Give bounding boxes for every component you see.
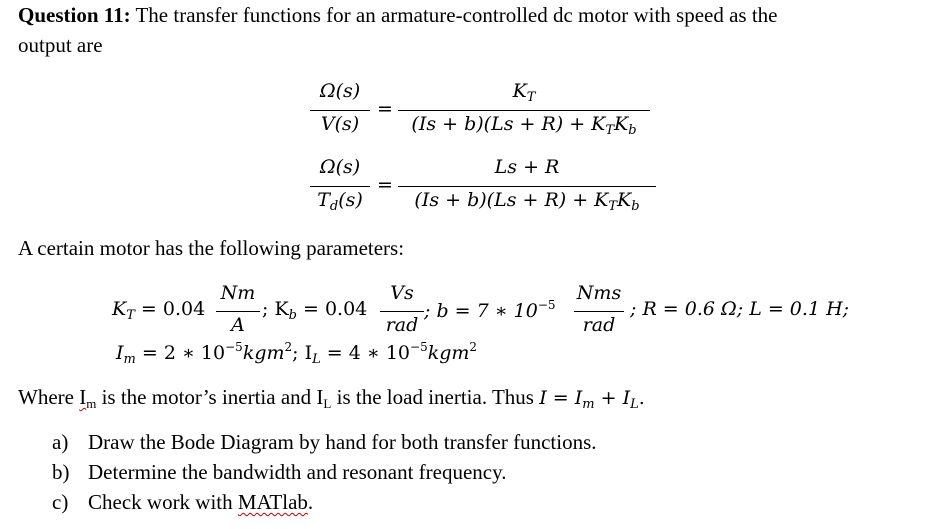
task-a-marker: a) — [52, 430, 69, 454]
params-intro: A certain motor has the following parameters: — [18, 236, 405, 260]
task-c — [52, 490, 313, 515]
eq2-rhs-den: $(Is + b)(Ls + R) + K_TK_b$ — [414, 189, 640, 214]
eq1-lhs-num: Ω(s) — [319, 80, 361, 102]
question-text-2: output are — [18, 33, 103, 57]
task-c-end: . — [307, 490, 314, 514]
b-unit-den: rad — [582, 314, 616, 336]
task-a — [52, 430, 597, 455]
b-expr: ; b = 7 ∗ $10^{-5}$ — [424, 298, 556, 322]
kt-unit-den: A — [231, 314, 245, 336]
task-c-text: Check work with — [88, 490, 238, 514]
eq1-lhs-den: V(s) — [320, 113, 360, 135]
task-b-marker: b) — [52, 460, 70, 484]
eq1-equals: = — [377, 98, 393, 120]
inertia-sum-expr: $I = I_m + I_L$. — [539, 387, 645, 412]
kt-unit-num: Nm — [220, 282, 256, 304]
eq2-lhs-den: $T_d(s)$ — [317, 189, 363, 214]
question-line-2 — [18, 33, 103, 58]
question-label: Question 11: — [18, 3, 131, 27]
rl-expr: ; R = 0.6 Ω; L = 0.1 H; — [630, 298, 850, 320]
kb-expr: ; $K_b = 0.04$ — [262, 298, 368, 323]
eq1-lhs-bar — [310, 110, 370, 111]
eq1-rhs-den: $(Is + b)(Ls + R) + K_TK_b$ — [411, 113, 637, 138]
eq1-rhs-bar — [398, 110, 650, 111]
b-unit-num: Nms — [576, 282, 622, 304]
kb-unit-bar — [380, 311, 424, 312]
b-unit-bar — [574, 311, 624, 312]
task-c-marker: c) — [52, 490, 69, 514]
task-b — [52, 460, 506, 485]
eq1-rhs-num: $K_T$ — [512, 80, 536, 105]
eq2-lhs-num: Ω(s) — [319, 156, 361, 178]
eq2-rhs-bar — [398, 186, 656, 187]
kb-unit-num: Vs — [390, 282, 414, 304]
im-term: $I_m$ — [79, 385, 97, 411]
kt-unit-bar — [216, 311, 260, 312]
eq2-rhs-num: Ls + R — [494, 156, 560, 178]
matlab-word: MATlab — [237, 490, 308, 514]
where-line: Where $I_m$ is the motor’s inertia and $I_L$ is the load inertia. Thus $I = I_m + I_L$. — [18, 385, 645, 412]
task-b-text: Determine the bandwidth and resonant frequency. — [88, 460, 507, 484]
task-a-text: Draw the Bode Diagram by hand for both transfer functions. — [88, 430, 597, 454]
params-line-2: $I_m = 2$ ∗ $10^{-5}kgm^2$; $I_L = 4$ ∗ $10^{-5}kgm^2$ — [116, 340, 478, 367]
kb-unit-den: rad — [385, 314, 419, 336]
eq2-equals: = — [377, 174, 393, 196]
question-text-1: The transfer functions for an armature-controlled dc motor with speed as the — [130, 3, 778, 27]
eq2-lhs-bar — [310, 186, 370, 187]
question-line-1 — [18, 3, 778, 28]
kt-expr: $K_T = 0.04$ — [112, 298, 206, 323]
